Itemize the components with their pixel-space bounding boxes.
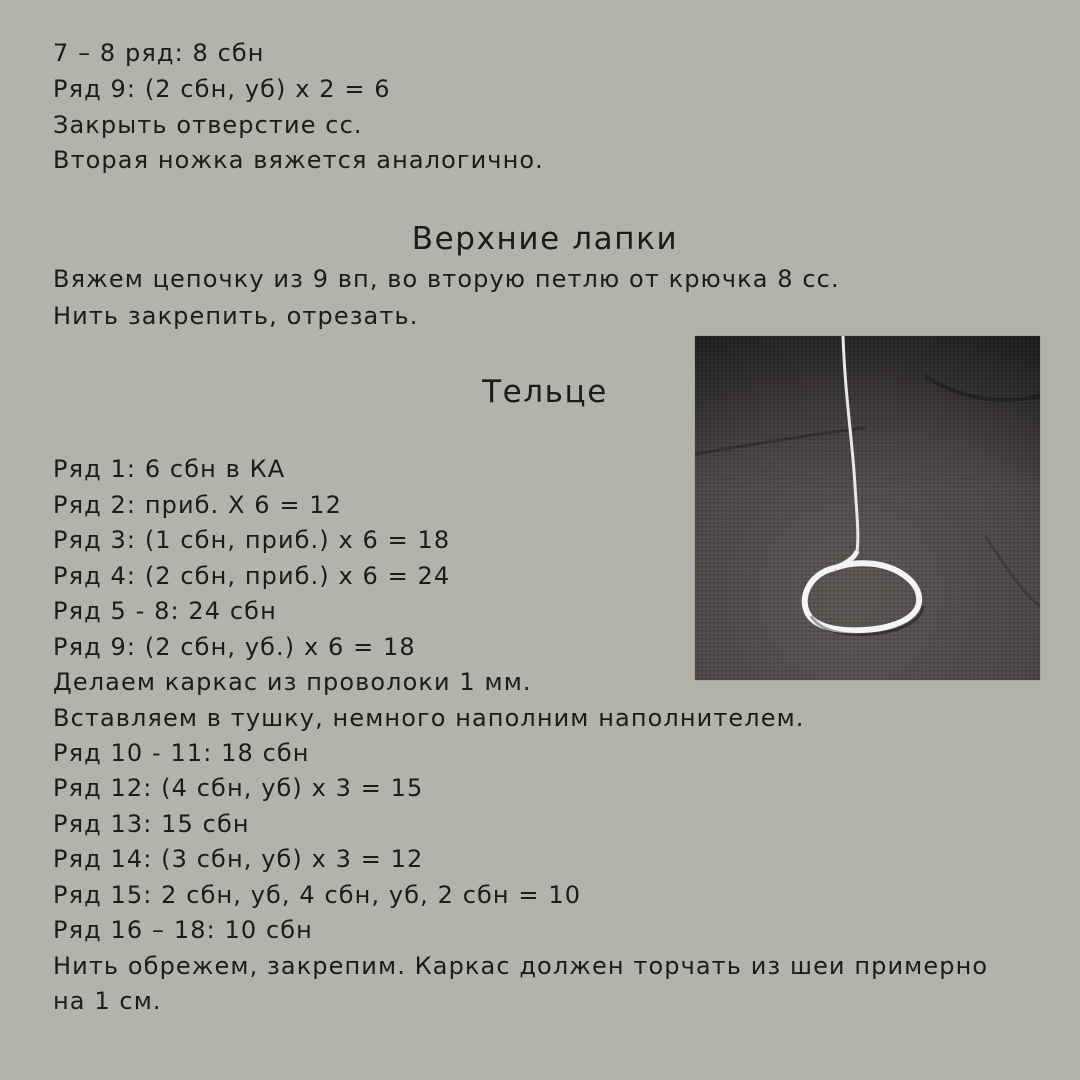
upper-paws-line-1: Вяжем цепочку из 9 вп, во вторую петлю от крючка 8 сс.	[53, 265, 840, 293]
body-line-10: Ряд 12: (4 сбн, уб) х 3 = 15	[53, 774, 424, 802]
wire-frame-illustration	[695, 336, 1040, 680]
wire-frame-photo	[695, 336, 1040, 680]
body-line-11: Ряд 13: 15 сбн	[53, 810, 250, 838]
body-line-2: Ряд 2: приб. Х 6 = 12	[53, 491, 343, 519]
intro-line-3: Закрыть отверстие сс.	[53, 111, 363, 139]
body-line-12: Ряд 14: (3 сбн, уб) х 3 = 12	[53, 845, 424, 873]
body-line-16: на 1 см.	[53, 987, 162, 1015]
body-line-9: Ряд 10 - 11: 18 сбн	[53, 739, 310, 767]
body-line-15: Нить обрежем, закрепим. Каркас должен торчать из шеи примерно	[53, 952, 989, 980]
intro-line-2: Ряд 9: (2 сбн, уб) х 2 = 6	[53, 75, 391, 103]
body-line-6: Ряд 9: (2 сбн, уб.) х 6 = 18	[53, 633, 416, 661]
body-line-13: Ряд 15: 2 сбн, уб, 4 сбн, уб, 2 сбн = 10	[53, 881, 582, 909]
body-line-14: Ряд 16 – 18: 10 сбн	[53, 916, 313, 944]
body-line-1: Ряд 1: 6 сбн в КА	[53, 455, 286, 483]
upper-paws-line-2: Нить закрепить, отрезать.	[53, 302, 419, 330]
body-line-8: Вставляем в тушку, немного наполним наполнителем.	[53, 704, 805, 732]
intro-line-4: Вторая ножка вяжется аналогично.	[53, 146, 544, 174]
body-line-5: Ряд 5 - 8: 24 сбн	[53, 597, 277, 625]
upper-paws-heading: Верхние лапки	[411, 221, 679, 257]
intro-line-1: 7 – 8 ряд: 8 сбн	[53, 39, 265, 67]
body-line-4: Ряд 4: (2 сбн, приб.) х 6 = 24	[53, 562, 451, 590]
body-line-3: Ряд 3: (1 сбн, приб.) х 6 = 18	[53, 526, 451, 554]
body-heading: Тельце	[482, 374, 608, 410]
body-line-7: Делаем каркас из проволоки 1 мм.	[53, 668, 532, 696]
